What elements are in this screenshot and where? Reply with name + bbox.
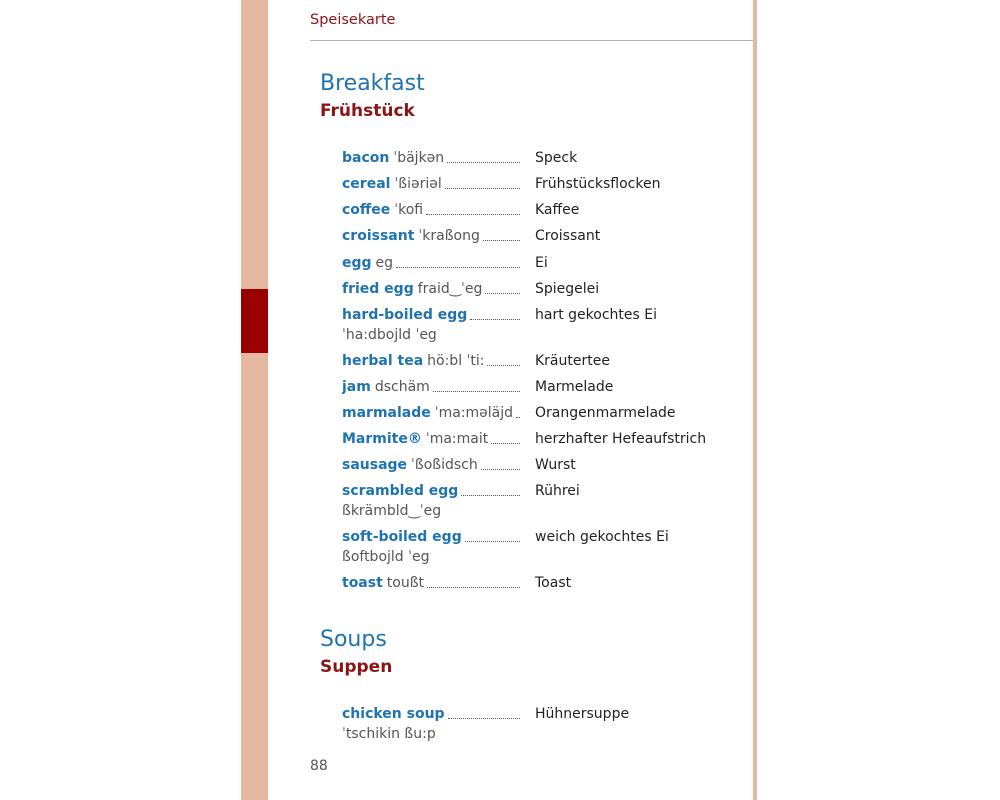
- entry-pronunciation: ˈha:dbojld ˈeg: [342, 327, 437, 343]
- dot-leader: [483, 239, 520, 241]
- dot-leader: [396, 266, 520, 268]
- dot-leader: [461, 494, 520, 496]
- entry-term: sausage: [342, 457, 408, 473]
- entry-term: jam: [342, 379, 371, 395]
- entry-term: Marmite®: [342, 431, 422, 447]
- entry-pronunciation: toußt: [386, 575, 425, 591]
- entry-translation: Frühstücksflocken: [535, 176, 661, 192]
- entry-translation: Kaffee: [535, 202, 580, 218]
- entry-term: coffee: [342, 202, 391, 218]
- dot-leader: [447, 161, 520, 163]
- entry-term: cereal: [342, 176, 391, 192]
- section-title-en-breakfast: Breakfast: [320, 71, 425, 96]
- entry-translation: Ei: [535, 255, 548, 271]
- entry-translation: weich gekochtes Ei: [535, 529, 669, 545]
- entry-pronunciation: ˈkraßong: [418, 228, 480, 244]
- dot-leader: [448, 717, 520, 719]
- dot-leader: [481, 468, 520, 470]
- section-title-de-breakfast: Frühstück: [320, 101, 415, 121]
- entry-pronunciation: fraid‿ˈeg: [417, 281, 483, 297]
- entry-term: chicken soup: [342, 706, 445, 722]
- entry-translation: Spiegelei: [535, 281, 600, 297]
- dot-leader: [516, 416, 520, 418]
- glossary-entry: [342, 279, 722, 299]
- entry-translation: Marmelade: [535, 379, 614, 395]
- entry-pronunciation: ˈbäjkən: [393, 150, 445, 166]
- glossary-entry: [342, 527, 722, 567]
- running-head: Speisekarte: [310, 12, 396, 28]
- right-page-edge: [753, 0, 757, 800]
- entry-translation: Speck: [535, 150, 578, 166]
- dot-leader: [445, 187, 520, 189]
- entry-pronunciation: ˈma:mait: [425, 431, 489, 447]
- entry-pronunciation: ˈkofi: [394, 202, 424, 218]
- glossary-entry: [342, 351, 722, 371]
- glossary-entry: [342, 429, 722, 449]
- glossary-entry: [342, 481, 722, 521]
- entry-term: herbal tea: [342, 353, 424, 369]
- glossary-entry: [342, 148, 722, 168]
- dot-leader: [433, 390, 520, 392]
- entry-pronunciation: ßkrämbld‿ˈeg: [342, 503, 442, 519]
- glossary-entry: [342, 253, 722, 273]
- glossary-entry: [342, 174, 722, 194]
- dot-leader: [485, 292, 520, 294]
- section-title-en-soups: Soups: [320, 627, 387, 652]
- dot-leader: [426, 213, 520, 215]
- header-divider: [310, 40, 753, 41]
- dot-leader: [465, 540, 520, 542]
- glossary-entry: [342, 573, 722, 593]
- entry-pronunciation: ˈtschikin ßu:p: [342, 726, 436, 742]
- dot-leader: [470, 318, 520, 320]
- section-title-de-soups: Suppen: [320, 657, 393, 677]
- entry-pronunciation: ˈßiəriəl: [394, 176, 442, 192]
- dot-leader: [487, 364, 520, 366]
- entry-translation: Toast: [535, 575, 572, 591]
- entry-pronunciation: ˈßoßidsch: [411, 457, 478, 473]
- dot-leader: [491, 442, 520, 444]
- entry-term: toast: [342, 575, 383, 591]
- glossary-entry: [342, 305, 722, 345]
- glossary-entry: [342, 704, 722, 744]
- entry-translation: Kräutertee: [535, 353, 610, 369]
- entry-pronunciation: eg: [375, 255, 394, 271]
- entry-term: egg: [342, 255, 372, 271]
- entry-translation: Hühnersuppe: [535, 706, 630, 722]
- glossary-entry: [342, 377, 722, 397]
- entry-term: hard-boiled egg: [342, 307, 468, 323]
- entry-term: bacon: [342, 150, 390, 166]
- entry-pronunciation: ßoftbojld ˈeg: [342, 549, 430, 565]
- left-margin-strip: [241, 0, 268, 800]
- entry-pronunciation: ˈma:məläjd: [434, 405, 514, 421]
- entry-term: scrambled egg: [342, 483, 459, 499]
- entry-term: fried egg: [342, 281, 414, 297]
- entry-term: croissant: [342, 228, 415, 244]
- entry-term: soft-boiled egg: [342, 529, 462, 545]
- entry-translation: Wurst: [535, 457, 576, 473]
- glossary-entry: [342, 403, 722, 423]
- entry-translation: Orangenmarmelade: [535, 405, 676, 421]
- entry-translation: Croissant: [535, 228, 601, 244]
- entry-translation: herzhafter Hefeaufstrich: [535, 431, 707, 447]
- glossary-entry: [342, 226, 722, 246]
- entry-term: marmalade: [342, 405, 431, 421]
- glossary-entry: [342, 200, 722, 220]
- glossary-entry: [342, 455, 722, 475]
- entry-pronunciation: hö:bl ˈti:: [427, 353, 485, 369]
- page-number: 88: [310, 758, 328, 774]
- chapter-tab-marker: [241, 289, 268, 353]
- dot-leader: [427, 586, 520, 588]
- entry-pronunciation: dschäm: [374, 379, 430, 395]
- entry-translation: hart gekochtes Ei: [535, 307, 657, 323]
- entry-translation: Rührei: [535, 483, 580, 499]
